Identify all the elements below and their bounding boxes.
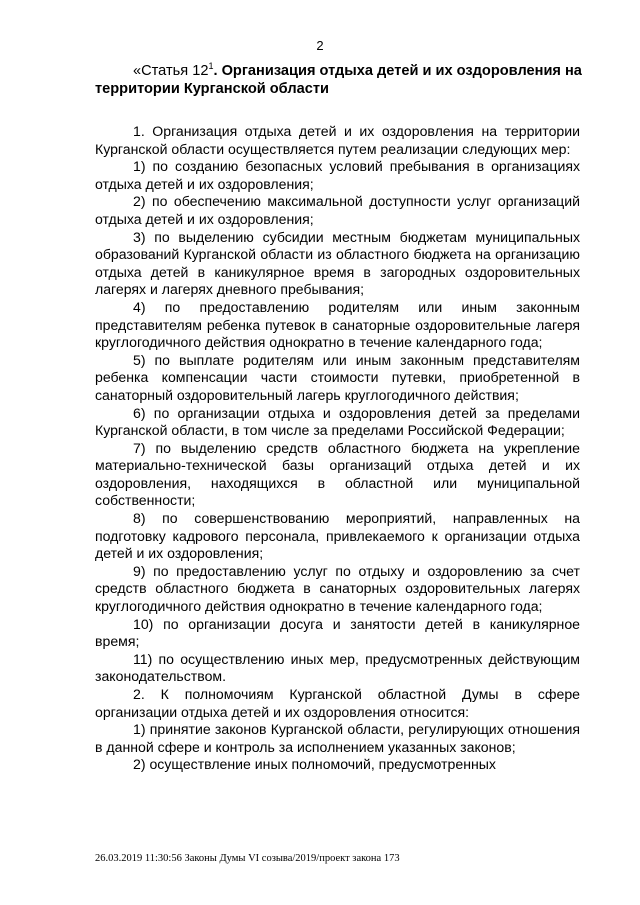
paragraph: 1) по созданию безопасных условий пребывания в организациях отдыха детей и их оздоровления;: [95, 158, 580, 192]
paragraph: 8) по совершенствованию мероприятий, направленных на подготовку кадрового персонала, привлекаемого к организации отдыха детей и их оздоровления;: [95, 510, 580, 562]
document-footer: 26.03.2019 11:30:56 Законы Думы VI созыва/2019/проект закона 173: [95, 853, 400, 864]
paragraph: 2. К полномочиям Курганской областной Думы в сфере организации отдыха детей и их оздоровления относится:: [95, 686, 580, 720]
article-title-superscript: 1: [208, 61, 214, 72]
paragraph: 7) по выделению средств областного бюджета на укрепление материально-технической базы организаций отдыха детей и их оздоровления, находящихся в областной или муниципальной собственности;: [95, 439, 580, 509]
paragraph: 1) принятие законов Курганской области, регулирующих отношения в данной сфере и контроль за исполнением указанных законов;: [95, 721, 580, 755]
article-body: [95, 123, 580, 774]
paragraph: 9) по предоставлению услуг по отдыху и оздоровлению за счет средств областного бюджета в санаторных оздоровительных лагерях круглогодичного действия однократно в течение календарного года;: [95, 562, 580, 615]
paragraph: 10) по организации досуга и занятости детей в каникулярное время;: [95, 615, 580, 650]
paragraph: 3) по выделению субсидии местным бюджетам муниципальных образований Курганской области из областного бюджета на организацию отдыха детей в каникулярное время в загородных оздоровительных лагерях и лагерях дневного пребывания;: [95, 228, 580, 298]
paragraph: 5) по выплате родителям или иным законным представителям ребенка компенсации части стоимости путевки, приобретенной в санаторный оздоровительный лагерь круглогодичного действия;: [95, 351, 580, 403]
paragraph: 4) по предоставлению родителям или иным законным представителям ребенка путевок в санаторные оздоровительные лагеря круглогодичного действия однократно в течение календарного года;: [95, 298, 580, 351]
article-title: [95, 62, 595, 98]
article-title-heading: . Организация отдыха детей и их оздоровления на территории Курганской области: [95, 63, 582, 97]
page-number: 2: [316, 38, 324, 53]
paragraph: 6) по организации отдыха и оздоровления детей за пределами Курганской области, в том числе за пределами Российской Федерации;: [95, 404, 580, 439]
paragraph: 2) по обеспечению максимальной доступности услуг организаций отдыха детей и их оздоровления;: [95, 193, 580, 227]
article-title-prefix: «Статья 12: [133, 63, 209, 79]
paragraph: 1. Организация отдыха детей и их оздоровления на территории Курганской области осуществляется путем реализации следующих мер:: [95, 123, 580, 157]
paragraph: 11) по осуществлению иных мер, предусмотренных действующим законодательством.: [95, 650, 580, 685]
paragraph: 2) осуществление иных полномочий, предусмотренных: [133, 756, 496, 773]
